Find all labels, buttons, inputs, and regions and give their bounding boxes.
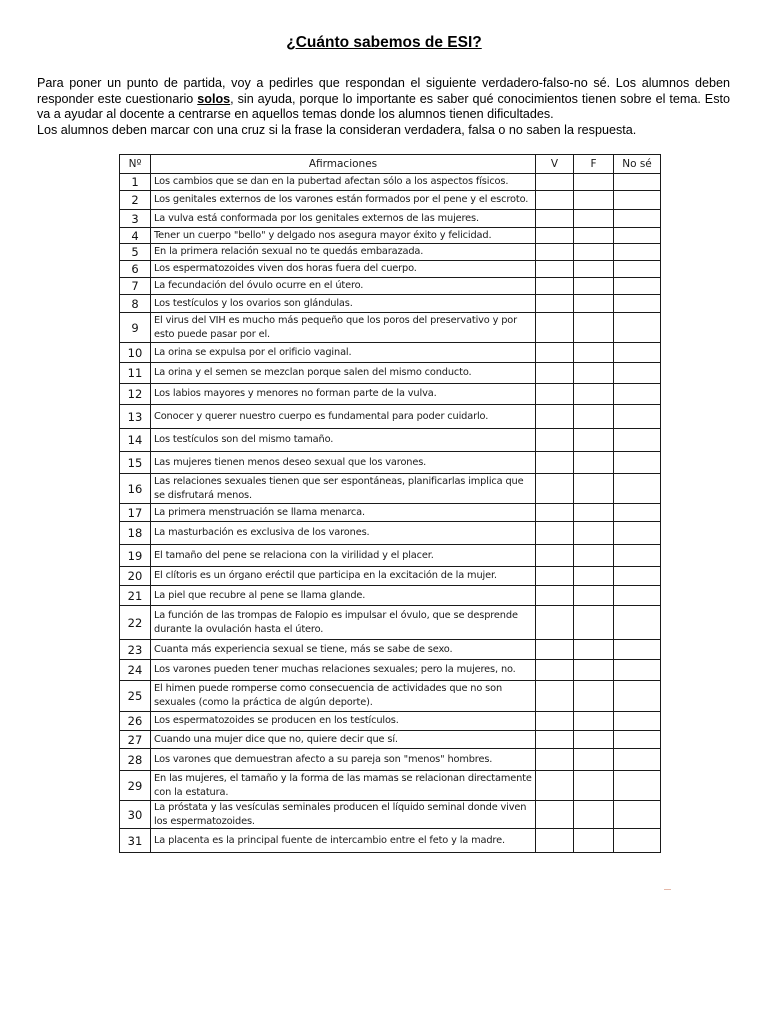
answer-unknown-box[interactable] [614, 681, 661, 712]
answer-unknown-box[interactable] [614, 210, 661, 228]
answer-unknown-box[interactable] [614, 313, 661, 343]
row-statement: La vulva está conformada por los genitales externos de las mujeres. [151, 210, 536, 228]
row-statement: Los varones que demuestran afecto a su pareja son "menos" hombres. [151, 749, 536, 771]
row-number: 4 [120, 228, 151, 244]
row-statement: La piel que recubre al pene se llama glande. [151, 586, 536, 606]
answer-false-box[interactable] [574, 567, 614, 586]
answer-unknown-box[interactable] [614, 640, 661, 660]
row-statement: Los cambios que se dan en la pubertad afectan sólo a los aspectos físicos. [151, 174, 536, 191]
row-number: 14 [120, 429, 151, 452]
answer-true-box[interactable] [536, 545, 574, 567]
header-statement: Afirmaciones [151, 155, 536, 174]
answer-unknown-box[interactable] [614, 295, 661, 313]
answer-true-box[interactable] [536, 261, 574, 278]
row-statement: Los labios mayores y menores no forman parte de la vulva. [151, 384, 536, 405]
answer-unknown-box[interactable] [614, 567, 661, 586]
answer-true-box[interactable] [536, 771, 574, 801]
table-row [120, 801, 661, 829]
table-row [120, 405, 661, 429]
row-statement: La masturbación es exclusiva de los varones. [151, 522, 536, 545]
answer-unknown-box[interactable] [614, 712, 661, 731]
header-number: Nº [120, 155, 151, 174]
header-true: V [536, 155, 574, 174]
answer-unknown-box[interactable] [614, 504, 661, 522]
table-row [120, 278, 661, 295]
answer-false-box[interactable] [574, 545, 614, 567]
answer-false-box[interactable] [574, 801, 614, 829]
answer-unknown-box[interactable] [614, 829, 661, 853]
row-statement: Los genitales externos de los varones están formados por el pene y el escroto. [151, 191, 536, 210]
row-statement: Tener un cuerpo "bello" y delgado nos asegura mayor éxito y felicidad. [151, 228, 536, 244]
answer-false-box[interactable] [574, 261, 614, 278]
table-row [120, 712, 661, 731]
table-row [120, 640, 661, 660]
answer-false-box[interactable] [574, 313, 614, 343]
answer-false-box[interactable] [574, 384, 614, 405]
intro-text [37, 76, 730, 138]
intro-part-1: Para poner un punto de partida, voy a pedirles que respondan el siguiente verdadero-falso-no sé. Los alumnos deben responder este cuestionario [37, 76, 730, 106]
answer-true-box[interactable] [536, 278, 574, 295]
answer-false-box[interactable] [574, 405, 614, 429]
row-number: 18 [120, 522, 151, 545]
answer-true-box[interactable] [536, 640, 574, 660]
answer-true-box[interactable] [536, 343, 574, 363]
row-number: 5 [120, 244, 151, 261]
answer-unknown-box[interactable] [614, 749, 661, 771]
table-row [120, 474, 661, 504]
answer-false-box[interactable] [574, 749, 614, 771]
answer-false-box[interactable] [574, 606, 614, 640]
intro-part-2: , sin ayuda, porque lo importante es saber qué conocimientos tienen sobre el tema. Esto va a ayudar al docente a centrarse en aquellos temas donde los alumnos tienen dificultades. [37, 91, 730, 122]
table-row [120, 228, 661, 244]
table-row [120, 545, 661, 567]
table-row [120, 771, 661, 801]
answer-true-box[interactable] [536, 801, 574, 829]
row-number: 23 [120, 640, 151, 660]
table-row [120, 731, 661, 749]
answer-true-box[interactable] [536, 749, 574, 771]
table-row [120, 522, 661, 545]
table-row [120, 363, 661, 384]
answer-true-box[interactable] [536, 586, 574, 606]
answer-false-box[interactable] [574, 278, 614, 295]
answer-unknown-box[interactable] [614, 261, 661, 278]
row-statement: Los varones pueden tener muchas relaciones sexuales; pero la mujeres, no. [151, 660, 536, 681]
answer-false-box[interactable] [574, 363, 614, 384]
answer-unknown-box[interactable] [614, 545, 661, 567]
header-false: F [574, 155, 614, 174]
table-header-row [120, 155, 661, 174]
answer-true-box[interactable] [536, 244, 574, 261]
row-number: 30 [120, 801, 151, 829]
answer-unknown-box[interactable] [614, 278, 661, 295]
row-statement: Las relaciones sexuales tienen que ser espontáneas, planificarlas implica que se disfrutará menos. [151, 474, 536, 504]
intro-paragraph [37, 76, 730, 123]
answer-true-box[interactable] [536, 191, 574, 210]
header-unknown: No sé [614, 155, 661, 174]
table-row [120, 504, 661, 522]
answer-true-box[interactable] [536, 712, 574, 731]
table-body [120, 174, 661, 853]
row-statement: La función de las trompas de Falopio es impulsar el óvulo, que se desprende durante la ovulación hasta el útero. [151, 606, 536, 640]
answer-false-box[interactable] [574, 829, 614, 853]
answer-false-box[interactable] [574, 191, 614, 210]
answer-unknown-box[interactable] [614, 174, 661, 191]
answer-true-box[interactable] [536, 452, 574, 474]
table-row [120, 429, 661, 452]
row-statement: Los testículos son del mismo tamaño. [151, 429, 536, 452]
answer-unknown-box[interactable] [614, 771, 661, 801]
row-number: 20 [120, 567, 151, 586]
answer-true-box[interactable] [536, 567, 574, 586]
answer-true-box[interactable] [536, 829, 574, 853]
answer-unknown-box[interactable] [614, 660, 661, 681]
answer-false-box[interactable] [574, 174, 614, 191]
row-number: 2 [120, 191, 151, 210]
table-row [120, 384, 661, 405]
answer-true-box[interactable] [536, 384, 574, 405]
answer-false-box[interactable] [574, 343, 614, 363]
row-number: 21 [120, 586, 151, 606]
answer-true-box[interactable] [536, 681, 574, 712]
answer-false-box[interactable] [574, 731, 614, 749]
answer-true-box[interactable] [536, 474, 574, 504]
answer-false-box[interactable] [574, 429, 614, 452]
answer-false-box[interactable] [574, 452, 614, 474]
row-number: 29 [120, 771, 151, 801]
answer-true-box[interactable] [536, 363, 574, 384]
answer-true-box[interactable] [536, 660, 574, 681]
row-number: 22 [120, 606, 151, 640]
row-statement: El tamaño del pene se relaciona con la virilidad y el placer. [151, 545, 536, 567]
answer-true-box[interactable] [536, 174, 574, 191]
intro-emphasis: solos [197, 91, 231, 106]
table-row [120, 452, 661, 474]
answer-true-box[interactable] [536, 504, 574, 522]
row-number: 28 [120, 749, 151, 771]
row-statement: Conocer y querer nuestro cuerpo es fundamental para poder cuidarlo. [151, 405, 536, 429]
answer-false-box[interactable] [574, 586, 614, 606]
row-statement: El clítoris es un órgano eréctil que participa en la excitación de la mujer. [151, 567, 536, 586]
answer-false-box[interactable] [574, 681, 614, 712]
answer-unknown-box[interactable] [614, 606, 661, 640]
intro-instructions: Los alumnos deben marcar con una cruz si la frase la consideran verdadera, falsa o no saben la respuesta. [37, 122, 637, 137]
table-row [120, 174, 661, 191]
row-number: 16 [120, 474, 151, 504]
answer-true-box[interactable] [536, 429, 574, 452]
answer-false-box[interactable] [574, 522, 614, 545]
row-statement: La orina y el semen se mezclan porque salen del mismo conducto. [151, 363, 536, 384]
row-statement: El himen puede romperse como consecuencia de actividades que no son sexuales (como la práctica de algún deporte). [151, 681, 536, 712]
row-statement: El virus del VIH es mucho más pequeño que los poros del preservativo y por esto puede pasar por el. [151, 313, 536, 343]
answer-unknown-box[interactable] [614, 731, 661, 749]
row-statement: Las mujeres tienen menos deseo sexual que los varones. [151, 452, 536, 474]
answer-false-box[interactable] [574, 295, 614, 313]
answer-false-box[interactable] [574, 474, 614, 504]
answer-true-box[interactable] [536, 522, 574, 545]
answer-true-box[interactable] [536, 295, 574, 313]
answer-unknown-box[interactable] [614, 452, 661, 474]
row-statement: La primera menstruación se llama menarca. [151, 504, 536, 522]
row-number: 31 [120, 829, 151, 853]
answer-unknown-box[interactable] [614, 522, 661, 545]
answer-unknown-box[interactable] [614, 801, 661, 829]
answer-unknown-box[interactable] [614, 343, 661, 363]
answer-false-box[interactable] [574, 504, 614, 522]
answer-true-box[interactable] [536, 210, 574, 228]
table-row [120, 261, 661, 278]
row-number: 25 [120, 681, 151, 712]
row-statement: Los espermatozoides se producen en los testículos. [151, 712, 536, 731]
table-row [120, 295, 661, 313]
answer-true-box[interactable] [536, 228, 574, 244]
row-statement: La próstata y las vesículas seminales producen el líquido seminal donde viven los espermatozoides. [151, 801, 536, 829]
row-statement: Los testículos y los ovarios son glándulas. [151, 295, 536, 313]
row-number: 17 [120, 504, 151, 522]
answer-false-box[interactable] [574, 640, 614, 660]
answer-false-box[interactable] [574, 712, 614, 731]
table-row [120, 660, 661, 681]
answer-false-box[interactable] [574, 771, 614, 801]
table-row [120, 586, 661, 606]
answer-unknown-box[interactable] [614, 191, 661, 210]
answer-unknown-box[interactable] [614, 586, 661, 606]
answer-unknown-box[interactable] [614, 405, 661, 429]
answer-unknown-box[interactable] [614, 429, 661, 452]
table-row [120, 829, 661, 853]
table-row [120, 313, 661, 343]
row-number: 13 [120, 405, 151, 429]
answer-true-box[interactable] [536, 731, 574, 749]
answer-false-box[interactable] [574, 228, 614, 244]
answer-true-box[interactable] [536, 606, 574, 640]
table-row [120, 567, 661, 586]
row-number: 12 [120, 384, 151, 405]
answer-false-box[interactable] [574, 244, 614, 261]
table-row [120, 749, 661, 771]
answer-unknown-box[interactable] [614, 244, 661, 261]
answer-unknown-box[interactable] [614, 228, 661, 244]
answer-false-box[interactable] [574, 210, 614, 228]
answer-unknown-box[interactable] [614, 363, 661, 384]
answer-true-box[interactable] [536, 405, 574, 429]
row-statement: Los espermatozoides viven dos horas fuera del cuerpo. [151, 261, 536, 278]
table-row [120, 244, 661, 261]
row-number: 27 [120, 731, 151, 749]
answer-false-box[interactable] [574, 660, 614, 681]
margin-mark [664, 889, 671, 890]
row-statement: La placenta es la principal fuente de intercambio entre el feto y la madre. [151, 829, 536, 853]
table-row [120, 210, 661, 228]
table-row [120, 681, 661, 712]
row-number: 8 [120, 295, 151, 313]
row-statement: En las mujeres, el tamaño y la forma de las mamas se relacionan directamente con la estatura. [151, 771, 536, 801]
row-statement: Cuando una mujer dice que no, quiere decir que sí. [151, 731, 536, 749]
answer-unknown-box[interactable] [614, 384, 661, 405]
answer-unknown-box[interactable] [614, 474, 661, 504]
row-number: 26 [120, 712, 151, 731]
row-number: 15 [120, 452, 151, 474]
row-statement: En la primera relación sexual no te quedás embarazada. [151, 244, 536, 261]
row-number: 7 [120, 278, 151, 295]
row-number: 11 [120, 363, 151, 384]
table-row [120, 343, 661, 363]
row-number: 6 [120, 261, 151, 278]
row-number: 3 [120, 210, 151, 228]
row-statement: Cuanta más experiencia sexual se tiene, más se sabe de sexo. [151, 640, 536, 660]
row-number: 19 [120, 545, 151, 567]
page-title: ¿Cuánto sabemos de ESI? [286, 34, 482, 51]
row-number: 1 [120, 174, 151, 191]
row-statement: La orina se expulsa por el orificio vaginal. [151, 343, 536, 363]
table-row [120, 191, 661, 210]
row-number: 24 [120, 660, 151, 681]
row-number: 10 [120, 343, 151, 363]
quiz-table [119, 154, 661, 853]
row-number: 9 [120, 313, 151, 343]
answer-true-box[interactable] [536, 313, 574, 343]
table-row [120, 606, 661, 640]
row-statement: La fecundación del óvulo ocurre en el útero. [151, 278, 536, 295]
